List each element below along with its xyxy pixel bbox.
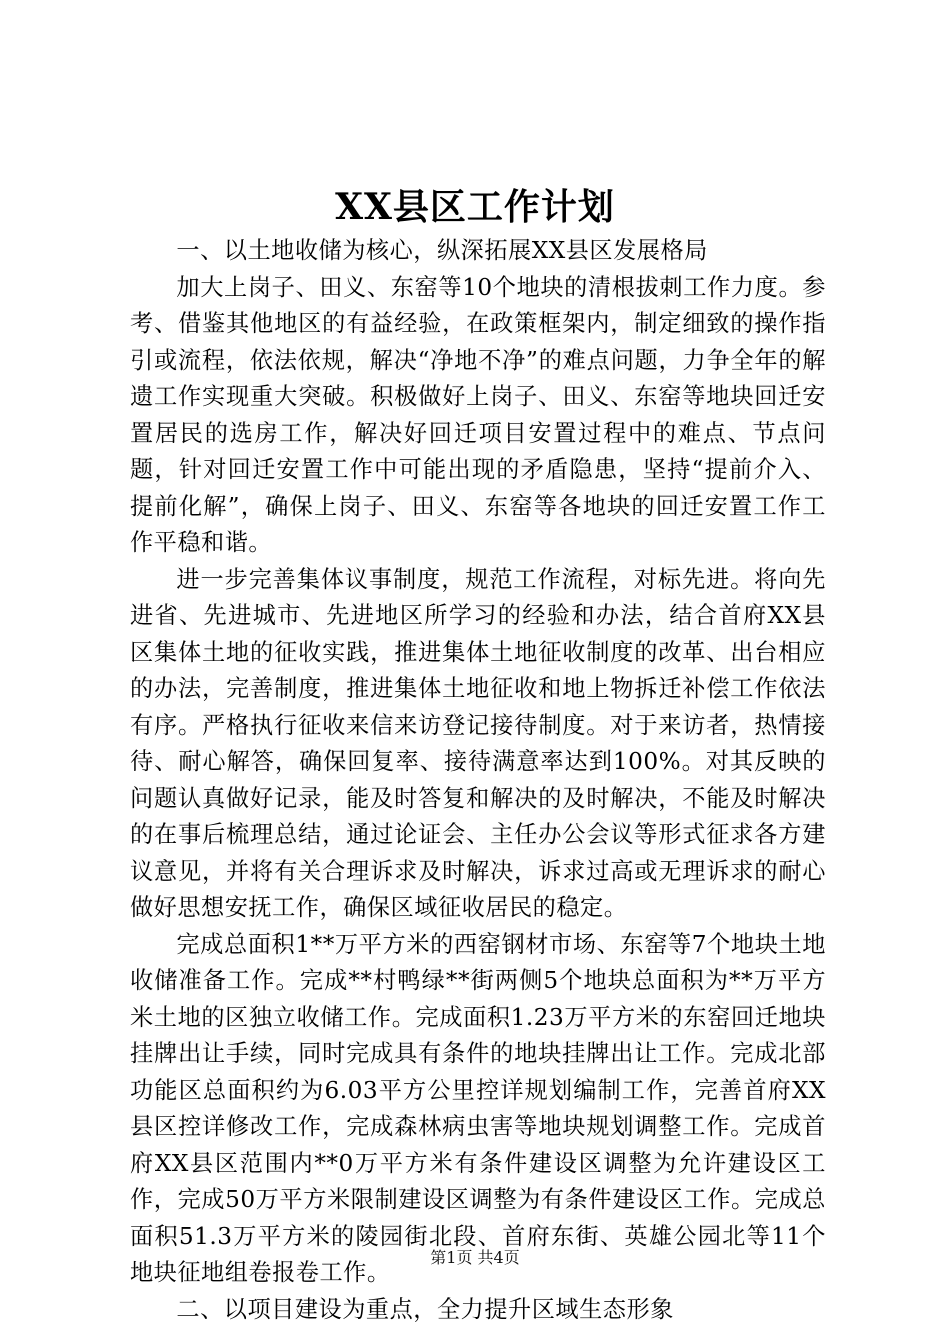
- document-title: XX县区工作计划: [335, 186, 615, 228]
- page-footer: 第1页 共4页: [430, 1248, 520, 1267]
- paragraph-3: 完成总面积1**万平方米的西窑钢材市场、东窑等7个地块土地收储准备工作。完成**村鸭绿**街两侧5个地块总面积为**万平方米土地的区独立收储工作。完成面积1.23万平方米的东窑回迁地块挂牌出让手续，同时完成具有条件的地块挂牌出让工作。完成北部功能区总面积约为6.03平方公里控详规划编制工作，完善首府XX县区控详修改工作，完成森林病虫害等地块规划调整工作。完成首府XX县区范围内**0万平方米有条件建设区调整为允许建设区工作，完成50万平方米限制建设区调整为有条件建设区工作。完成总面积51.3万平方米的陵园街北段、首府东街、英雄公园北等11个地块征地组卷报卷工作。: [130, 930, 826, 1286]
- section-heading-1: 一、以土地收储为核心，纵深拓展XX县区发展格局: [176, 237, 708, 264]
- section-heading-2: 二、以项目建设为重点，全力提升区域生态形象: [176, 1295, 674, 1323]
- document-body: [130, 233, 826, 1328]
- paragraph-2: 进一步完善集体议事制度，规范工作流程，对标先进。将向先进省、先进城市、先进地区所学习的经验和办法，结合首府XX县区集体土地的征收实践，推进集体土地征收制度的改革、出台相应的办法，完善制度，推进集体土地征收和地上物拆迁补偿工作依法有序。严格执行征收来信来访登记接待制度。对于来访者，热情接待、耐心解答，确保回复率、接待满意率达到100%。对其反映的问题认真做好记录，能及时答复和解决的及时解决，不能及时解决的在事后梳理总结，通过论证会、主任办公会议等形式征求各方建议意见，并将有关合理诉求及时解决，诉求过高或无理诉求的耐心做好思想安抚工作，确保区域征收居民的稳定。: [130, 565, 826, 921]
- paragraph-1: 加大上岗子、田义、东窑等10个地块的清根拔刺工作力度。参考、借鉴其他地区的有益经验，在政策框架内，制定细致的操作指引或流程，依法依规，解决“净地不净”的难点问题，力争全年的解遗工作实现重大突破。积极做好上岗子、田义、东窑等地块回迁安置居民的选房工作，解决好回迁项目安置过程中的难点、节点问题，针对回迁安置工作中可能出现的矛盾隐患，坚持“提前介入、提前化解”，确保上岗子、田义、东窑等各地块的回迁安置工作工作平稳和谐。: [130, 273, 826, 556]
